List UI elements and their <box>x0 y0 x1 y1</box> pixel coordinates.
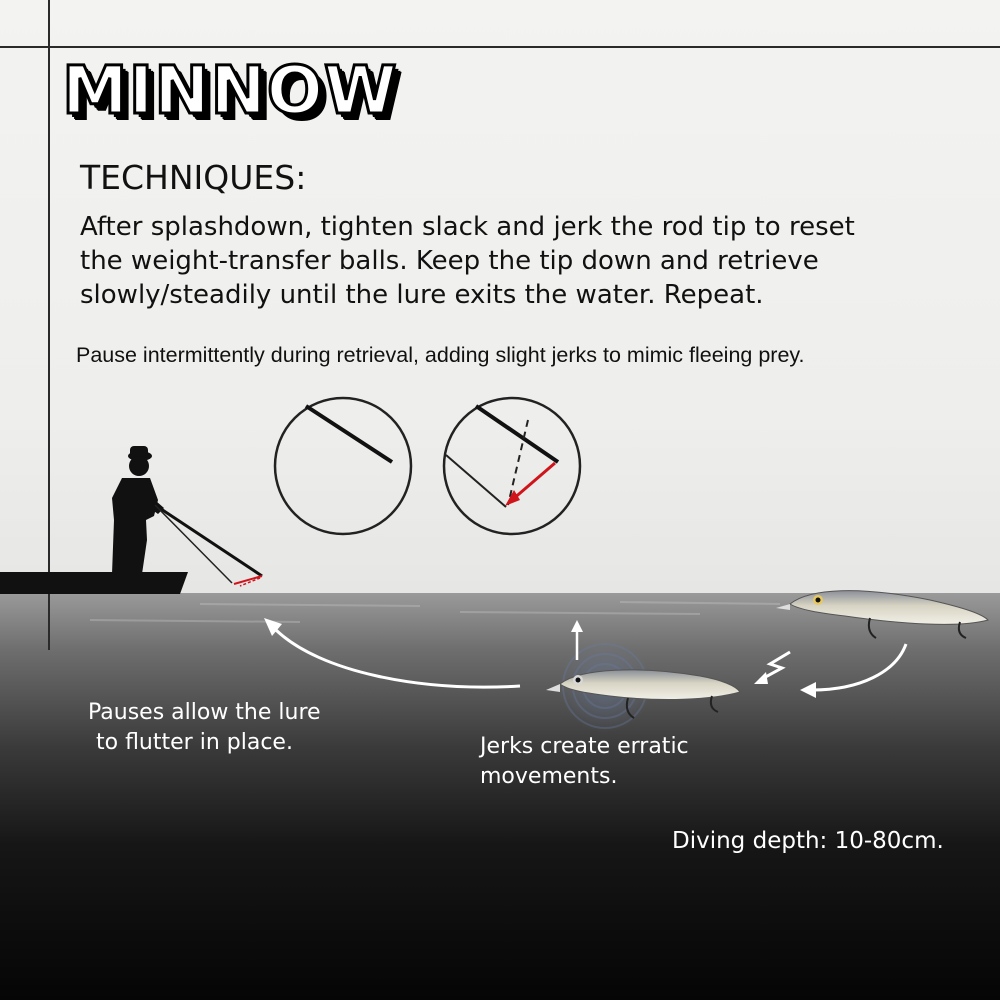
zigzag-arrow-icon <box>754 652 790 684</box>
rod-jerk-zoom-icon <box>444 398 580 534</box>
minnow-lure-icon <box>776 591 988 638</box>
pause-note: Pause intermittently during retrieval, adding slight jerks to mimic fleeing prey. <box>76 343 805 367</box>
page-title: MINNOW <box>62 52 398 129</box>
water-surface <box>90 602 780 622</box>
techniques-heading: TECHNIQUES: <box>80 158 307 197</box>
instructions-line-2: the weight-transfer balls. Keep the tip down and retrieve <box>80 246 819 276</box>
curved-arrow-left-icon <box>264 618 520 687</box>
pauses-caption-line-2: to flutter in place. <box>96 730 293 755</box>
jerks-caption-line-1: Jerks create erratic <box>480 734 689 759</box>
angler-silhouette-icon <box>112 446 164 574</box>
pauses-caption-line-1: Pauses allow the lure <box>88 700 321 725</box>
minnow-lure-jerk-icon <box>546 640 740 732</box>
diving-depth-caption: Diving depth: 10-80cm. <box>672 828 944 854</box>
boat-icon <box>0 572 188 594</box>
rod-tip-zoom-icon <box>275 398 411 534</box>
instructions-line-1: After splashdown, tighten slack and jerk the rod tip to reset <box>80 212 855 242</box>
jerks-caption <box>480 732 689 792</box>
instructions-line-3: slowly/steadily until the lure exits the water. Repeat. <box>80 280 764 310</box>
curved-arrow-right-icon <box>800 644 906 698</box>
jerks-caption-line-2: movements. <box>480 764 618 789</box>
pauses-caption <box>88 698 321 758</box>
